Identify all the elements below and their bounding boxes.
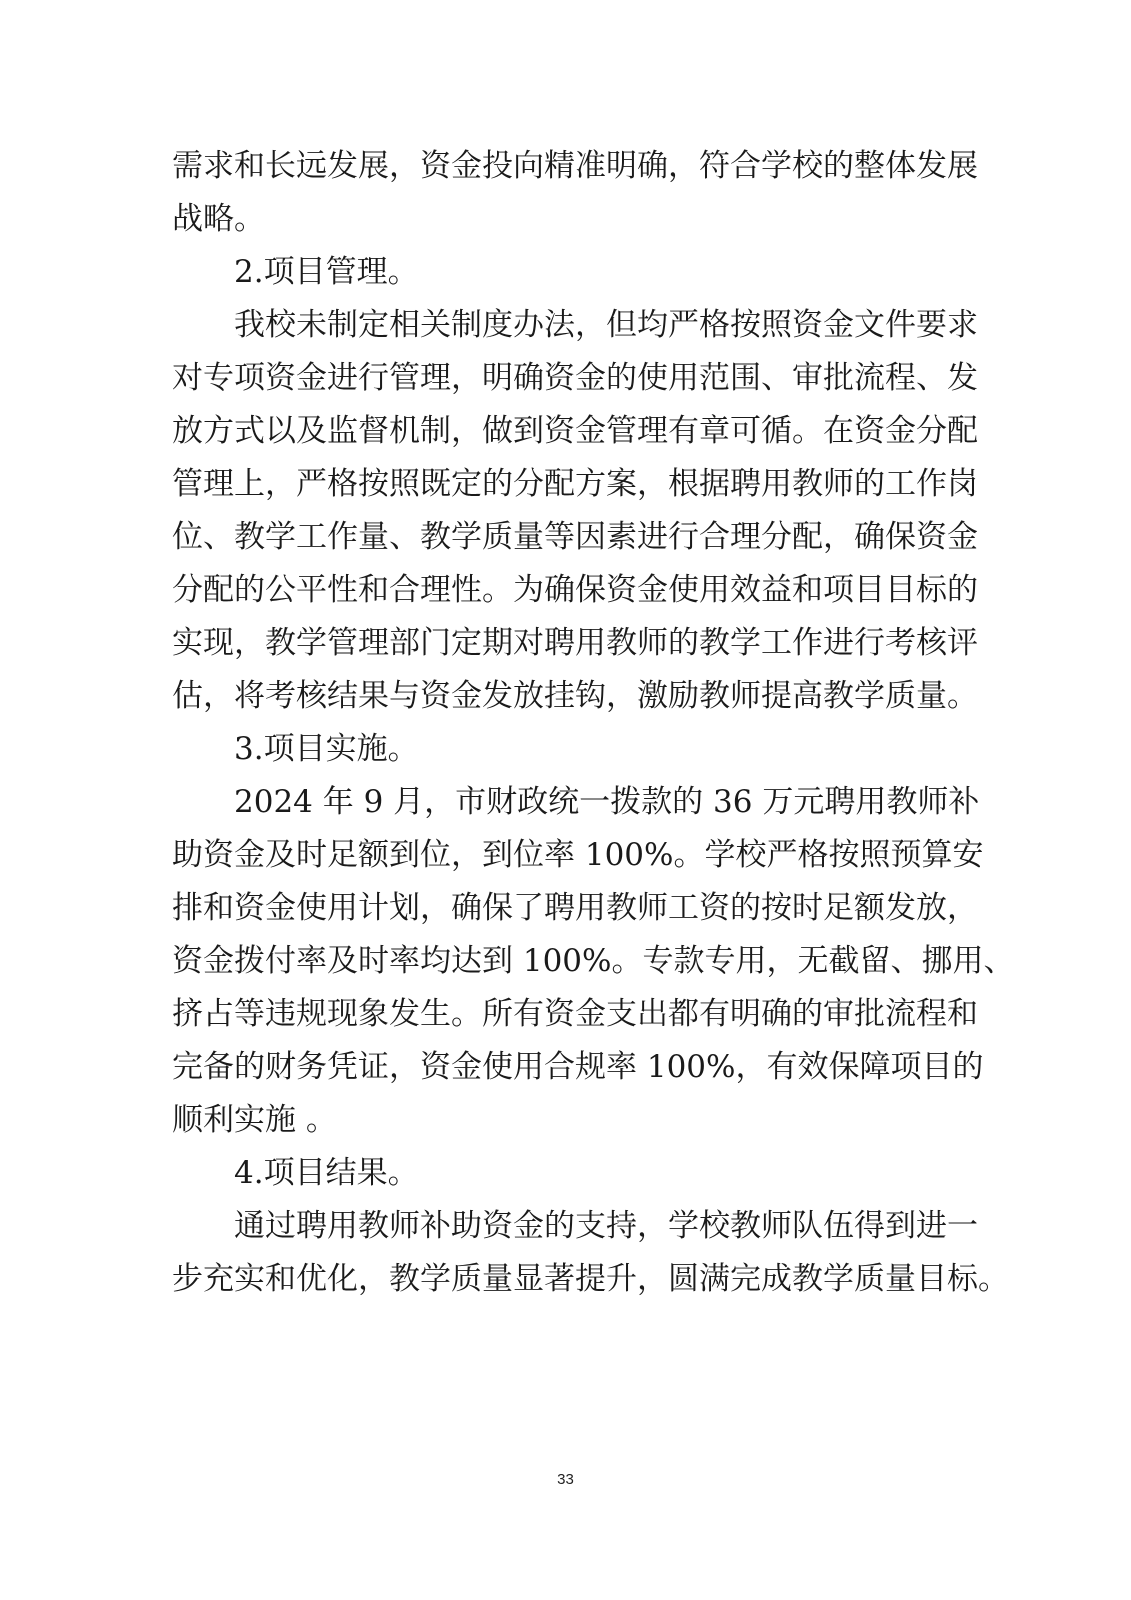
text-line: 实现，教学管理部门定期对聘用教师的教学工作进行考核评: [172, 625, 978, 661]
text-line: 对专项资金进行管理，明确资金的使用范围、审批流程、发: [172, 360, 978, 396]
text-line: 位、教学工作量、教学质量等因素进行合理分配，确保资金: [172, 519, 978, 555]
section-heading: 3.项目实施。: [234, 731, 419, 767]
page-number: 33: [557, 1471, 574, 1488]
text-line: 管理上，严格按照既定的分配方案，根据聘用教师的工作岗: [172, 466, 978, 502]
text-line: 需求和长远发展，资金投向精准明确，符合学校的整体发展: [172, 148, 978, 184]
text-line: 分配的公平性和合理性。为确保资金使用效益和项目目标的: [172, 572, 978, 608]
text-line: 挤占等违规现象发生。所有资金支出都有明确的审批流程和: [172, 996, 978, 1032]
text-line: 通过聘用教师补助资金的支持，学校教师队伍得到进一: [234, 1208, 978, 1244]
text-line: 放方式以及监督机制，做到资金管理有章可循。在资金分配: [172, 413, 978, 449]
text-line: 助资金及时足额到位，到位率 100%。学校严格按照预算安: [172, 837, 984, 873]
document-body: [172, 140, 1015, 1306]
text-line: 完备的财务凭证，资金使用合规率 100%，有效保障项目的: [172, 1049, 984, 1085]
text-line: 顺利实施 。: [172, 1102, 337, 1138]
text-line: 步充实和优化，教学质量显著提升，圆满完成教学质量目标。: [172, 1261, 1009, 1297]
section-heading: 2.项目管理。: [234, 254, 419, 290]
text-line: 我校未制定相关制度办法，但均严格按照资金文件要求: [234, 307, 978, 343]
text-line: 资金拨付率及时率均达到 100%。专款专用，无截留、挪用、: [172, 943, 1015, 979]
text-line: 2024 年 9 月，市财政统一拨款的 36 万元聘用教师补: [234, 784, 980, 820]
section-heading: 4.项目结果。: [234, 1155, 419, 1191]
text-line: 战略。: [172, 201, 265, 237]
text-line: 排和资金使用计划，确保了聘用教师工资的按时足额发放，: [172, 890, 978, 926]
text-line: 估，将考核结果与资金发放挂钩，激励教师提高教学质量。: [172, 678, 978, 714]
